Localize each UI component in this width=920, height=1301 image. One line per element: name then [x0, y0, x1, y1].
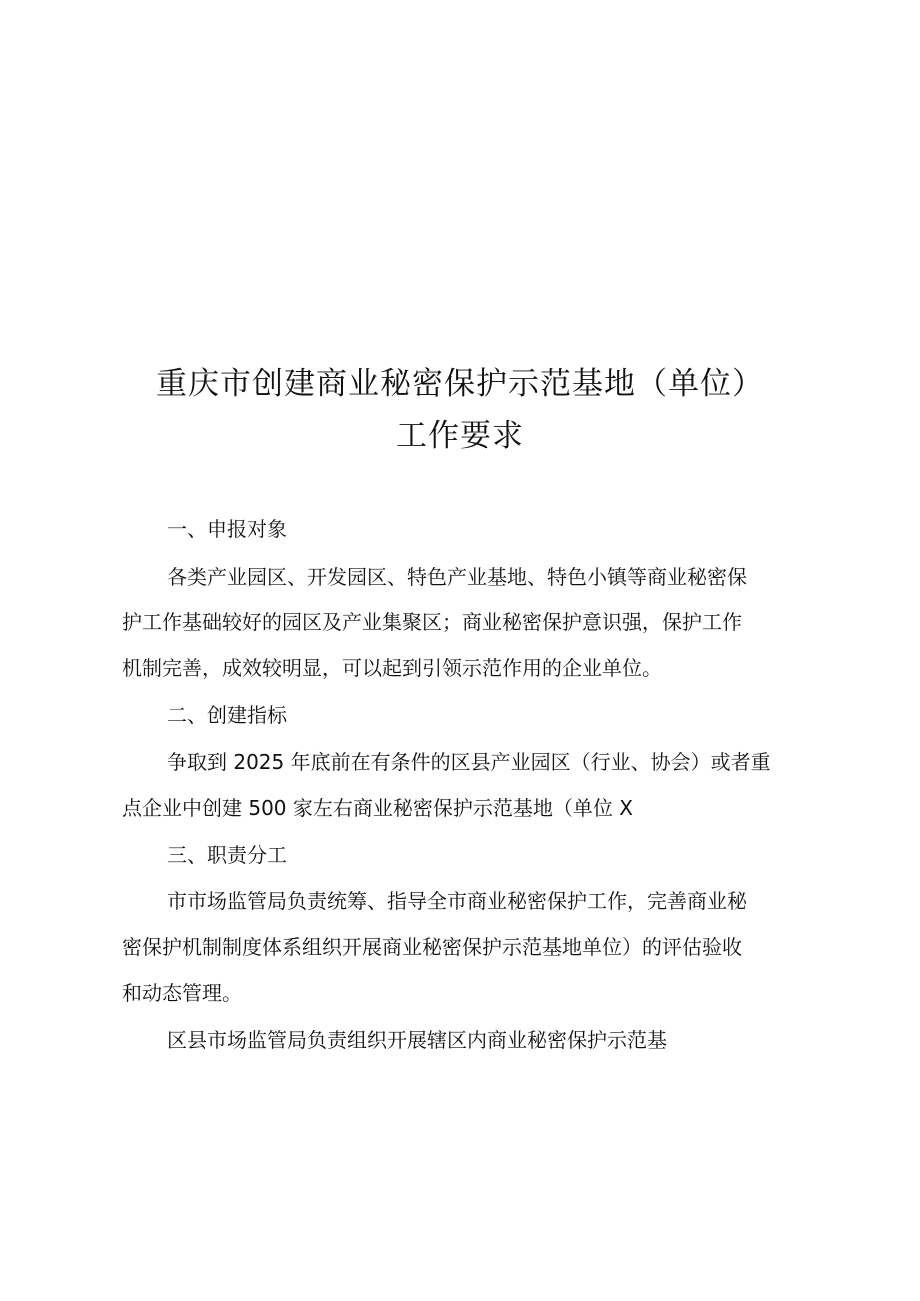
paragraph-line: 机制完善，成效较明显，可以起到引领示范作用的企业单位。: [122, 656, 662, 680]
section-heading-application-targets: 一、申报对象: [167, 517, 287, 541]
paragraph-line: 区县市场监管局负责组织开展辖区内商业秘密保护示范基: [167, 1028, 667, 1052]
paragraph-line: 争取到 2025 年底前在有条件的区县产业园区（行业、协会）或者重: [167, 750, 771, 774]
paragraph-line: 市市场监管局负责统筹、指导全市商业秘密保护工作，完善商业秘: [167, 889, 747, 913]
section-heading-responsibilities: 三、职责分工: [167, 843, 287, 867]
document-title-line-2: 工作要求: [396, 418, 524, 454]
document-title-line-1: 重庆市创建商业秘密保护示范基地（单位）: [156, 366, 764, 402]
paragraph-line: 点企业中创建 500 家左右商业秘密保护示范基地（单位 X: [122, 796, 633, 820]
paragraph-line: 各类产业园区、开发园区、特色产业基地、特色小镇等商业秘密保: [167, 565, 747, 589]
paragraph-line: 护工作基础较好的园区及产业集聚区；商业秘密保护意识强，保护工作: [122, 610, 742, 634]
paragraph-line: 和动态管理。: [122, 981, 242, 1005]
section-heading-creation-targets: 二、创建指标: [167, 703, 287, 727]
paragraph-line: 密保护机制制度体系组织开展商业秘密保护示范基地单位）的评估验收: [122, 935, 742, 959]
